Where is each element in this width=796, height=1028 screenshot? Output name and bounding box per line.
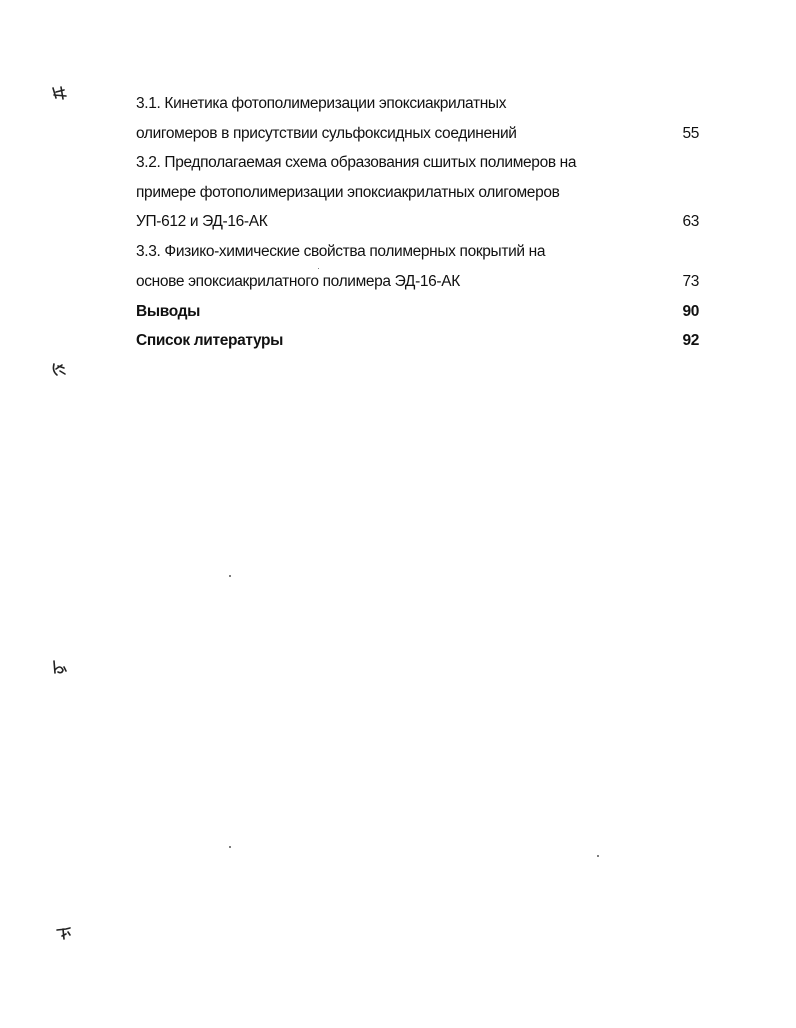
toc-entry-text: Список литературы xyxy=(136,332,284,349)
scan-speck xyxy=(318,268,319,269)
scan-artifact-icon xyxy=(50,658,70,678)
toc-entry-page: 73 xyxy=(682,273,699,290)
toc-line-references xyxy=(136,329,699,353)
toc-line-3-1-title xyxy=(136,92,699,116)
toc-line-3-1-cont xyxy=(136,122,699,146)
toc-entry-page: 90 xyxy=(682,303,699,320)
scan-speck xyxy=(229,575,231,577)
toc-line-3-2-cont-1 xyxy=(136,181,699,205)
toc-entry-text: Выводы xyxy=(136,303,200,320)
toc-entry-page: 55 xyxy=(682,125,699,142)
scan-speck xyxy=(597,855,599,857)
toc-entry-page: 63 xyxy=(682,213,699,230)
toc-entry-text: 3.3. Физико-химические свойства полимерных покрытий на xyxy=(136,243,546,260)
toc-entry-text: 3.1. Кинетика фотополимеризации эпоксиакрилатных xyxy=(136,95,507,112)
scan-speck xyxy=(229,846,231,848)
scan-artifact-icon xyxy=(50,84,70,104)
scan-artifact-icon xyxy=(50,360,70,380)
toc-entry-text: 3.2. Предполагаемая схема образования сшитых полимеров на xyxy=(136,154,577,171)
toc-line-3-3-cont xyxy=(136,270,699,294)
toc-line-conclusions xyxy=(136,300,699,324)
toc-line-3-2-title xyxy=(136,151,699,175)
toc-line-3-3-title xyxy=(136,240,699,264)
toc-entry-text: олигомеров в присутствии сульфоксидных соединений xyxy=(136,125,517,142)
scan-artifact-icon xyxy=(54,924,74,944)
toc-entry-text: УП-612 и ЭД-16-АК xyxy=(136,213,268,230)
toc-line-3-2-cont-2 xyxy=(136,210,699,234)
toc-entry-text: основе эпоксиакрилатного полимера ЭД-16-АК xyxy=(136,273,460,290)
toc-entry-page: 92 xyxy=(682,332,699,349)
toc-entry-text: примере фотополимеризации эпоксиакрилатных олигомеров xyxy=(136,184,560,201)
